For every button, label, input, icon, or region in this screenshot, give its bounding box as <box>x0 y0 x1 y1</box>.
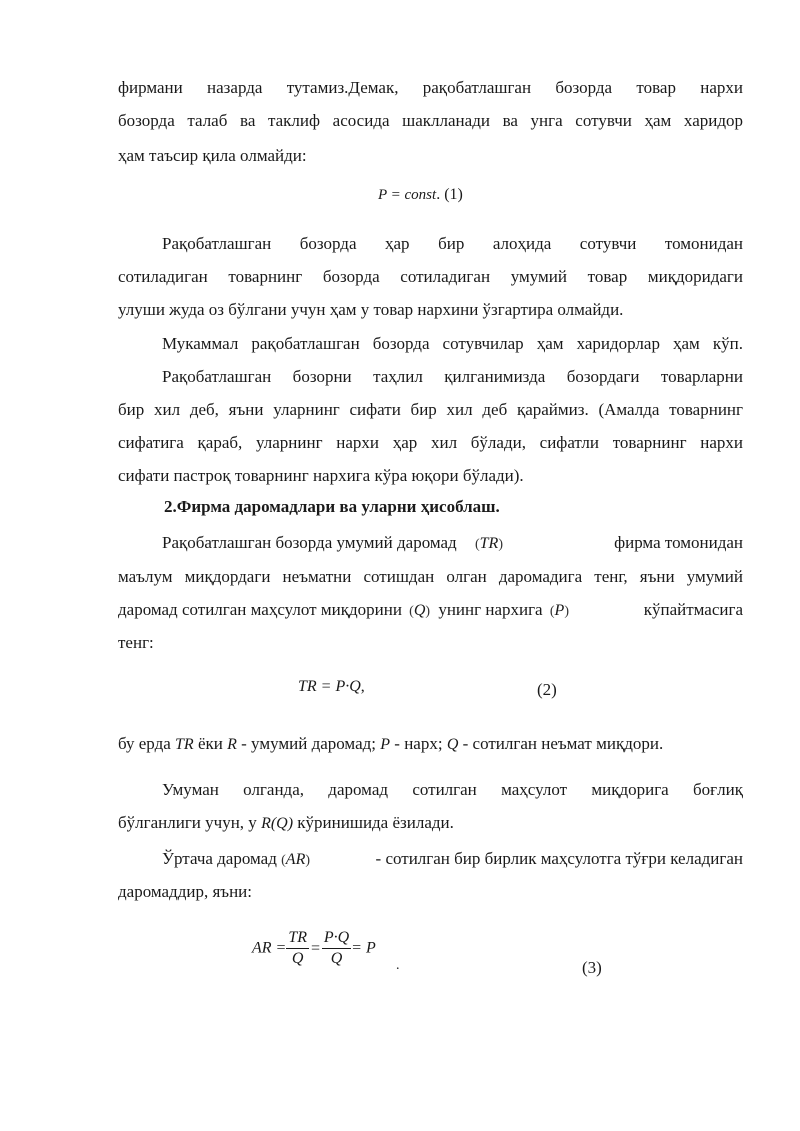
equation-3-number: (3) <box>582 958 602 977</box>
paragraph-line: маълум миқдордаги неъматни сотишдан олган даромадига тенг, яъни умумий <box>118 567 743 586</box>
equation-1-number: . (1) <box>436 186 463 203</box>
math-AR: AR <box>285 851 306 868</box>
fraction-pq-q <box>322 928 351 969</box>
paragraph-line: бир хил деб, яъни уларнинг сифати бир хил деб қараймиз. (Амалда товарнинг <box>118 400 743 419</box>
math-P: P <box>380 736 391 753</box>
paragraph-line <box>118 812 743 835</box>
text-fragment: кўринишида ёзилади. <box>297 813 454 832</box>
fraction-denominator: Q <box>291 950 304 967</box>
text-fragment: Рақобатлашган бозорда умумий даромад <box>162 533 457 552</box>
fraction-numerator: TR <box>286 928 309 949</box>
math-Q: Q <box>446 736 459 753</box>
equation-1 <box>378 186 463 204</box>
equation-2-number: (2) <box>537 680 557 699</box>
section-heading: 2.Фирма даромадлари ва уларни ҳисоблаш. <box>164 497 500 516</box>
equation-3-lhs: AR = <box>252 939 287 957</box>
text-fragment: - нарх; <box>394 734 443 753</box>
paragraph-line: бозорда талаб ва таклиф асосида шаклланади ва унга сотувчи ҳам харидор <box>118 111 743 130</box>
math-TR: TR <box>175 736 194 753</box>
math-TR: TR <box>479 535 499 552</box>
fraction-denominator: Q <box>330 950 343 967</box>
text-fragment: бу ерда <box>118 734 171 753</box>
text-fragment: Ўртача даромад <box>162 849 277 868</box>
fraction-tr-q <box>286 928 309 969</box>
equation-1-body: P = const <box>378 187 437 203</box>
text-fragment: - сотилган бир бирлик маҳсулотга тўғри келадиган <box>375 849 743 868</box>
text-fragment: ёки <box>197 734 223 753</box>
paragraph-line <box>118 733 743 756</box>
paragraph-line: Ўртача даромад (AR) - сотилган бир бирлик маҳсулотга тўғри келадиган <box>162 849 743 868</box>
paragraph-line: фирмани назарда тутамиз.Демак, рақобатлашган бозорда товар нархи <box>118 78 743 97</box>
paragraph-line: ҳам таъсир қила олмайди: <box>118 146 307 165</box>
math-R: R <box>227 736 237 753</box>
equation-3: AR = $\frac{TR}{Q}$ = $\frac{P\cdot Q}{Q}$ = P <box>252 929 376 967</box>
fraction-numerator: P·Q <box>322 928 351 949</box>
text-fragment: унинг нархига <box>438 600 543 619</box>
equation-2-comma: , <box>360 678 365 695</box>
paragraph-line: Мукаммал рақобатлашган бозорда сотувчилар ҳам харидорлар ҳам кўп. <box>162 334 743 353</box>
paragraph-line: сотиладиган товарнинг бозорда сотиладиган умумий товар миқдоридаги <box>118 267 743 286</box>
paragraph-line: Рақобатлашган бозорни таҳлил қилганимизда бозордаги товарларни <box>162 367 743 386</box>
equation-3-dot: . <box>396 958 400 973</box>
text-fragment: даромад сотилган маҳсулот миқдорини <box>118 600 402 619</box>
text-fragment: - сотилган неъмат миқдори. <box>462 734 664 753</box>
paragraph-line: тенг: <box>118 633 154 652</box>
math-Q: Q <box>413 602 426 619</box>
text-fragment: бўлганлиги учун, у <box>118 813 257 832</box>
paragraph-line: улуши жуда оз бўлгани учун ҳам у товар нархини ўзгартира олмайди. <box>118 300 624 319</box>
paragraph-line: Рақобатлашган бозорда ҳар бир алоҳида сотувчи томонидан <box>162 234 743 253</box>
paragraph-line: даромаддир, яъни: <box>118 882 252 901</box>
paragraph-line: сифатига қараб, уларнинг нархи ҳар хил бўлади, сифатли товарнинг нархи <box>118 433 743 452</box>
text-fragment: - умумий даромад; <box>241 734 376 753</box>
equation-2 <box>298 678 365 696</box>
paragraph-line: Рақобатлашган бозорда умумий даромад (TR) фирма томонидан <box>162 533 743 552</box>
paragraph-line: даромад сотилган маҳсулот миқдорини (Q) унинг нархига (P) кўпайтмасига <box>118 600 743 619</box>
equation-2-body: TR = P·Q <box>298 678 361 695</box>
paragraph-line: сифати пастроқ товарнинг нархига кўра юқори бўлади). <box>118 466 524 485</box>
math-RQ: R(Q) <box>261 815 294 832</box>
math-P: P <box>554 602 565 619</box>
paragraph-line: Умуман олганда, даромад сотилган маҳсулот миқдорига боғлиқ <box>162 780 743 799</box>
text-fragment: кўпайтмасига <box>643 600 743 619</box>
equation-3-rhs: = P <box>351 939 376 957</box>
text-fragment: фирма томонидан <box>614 533 743 552</box>
